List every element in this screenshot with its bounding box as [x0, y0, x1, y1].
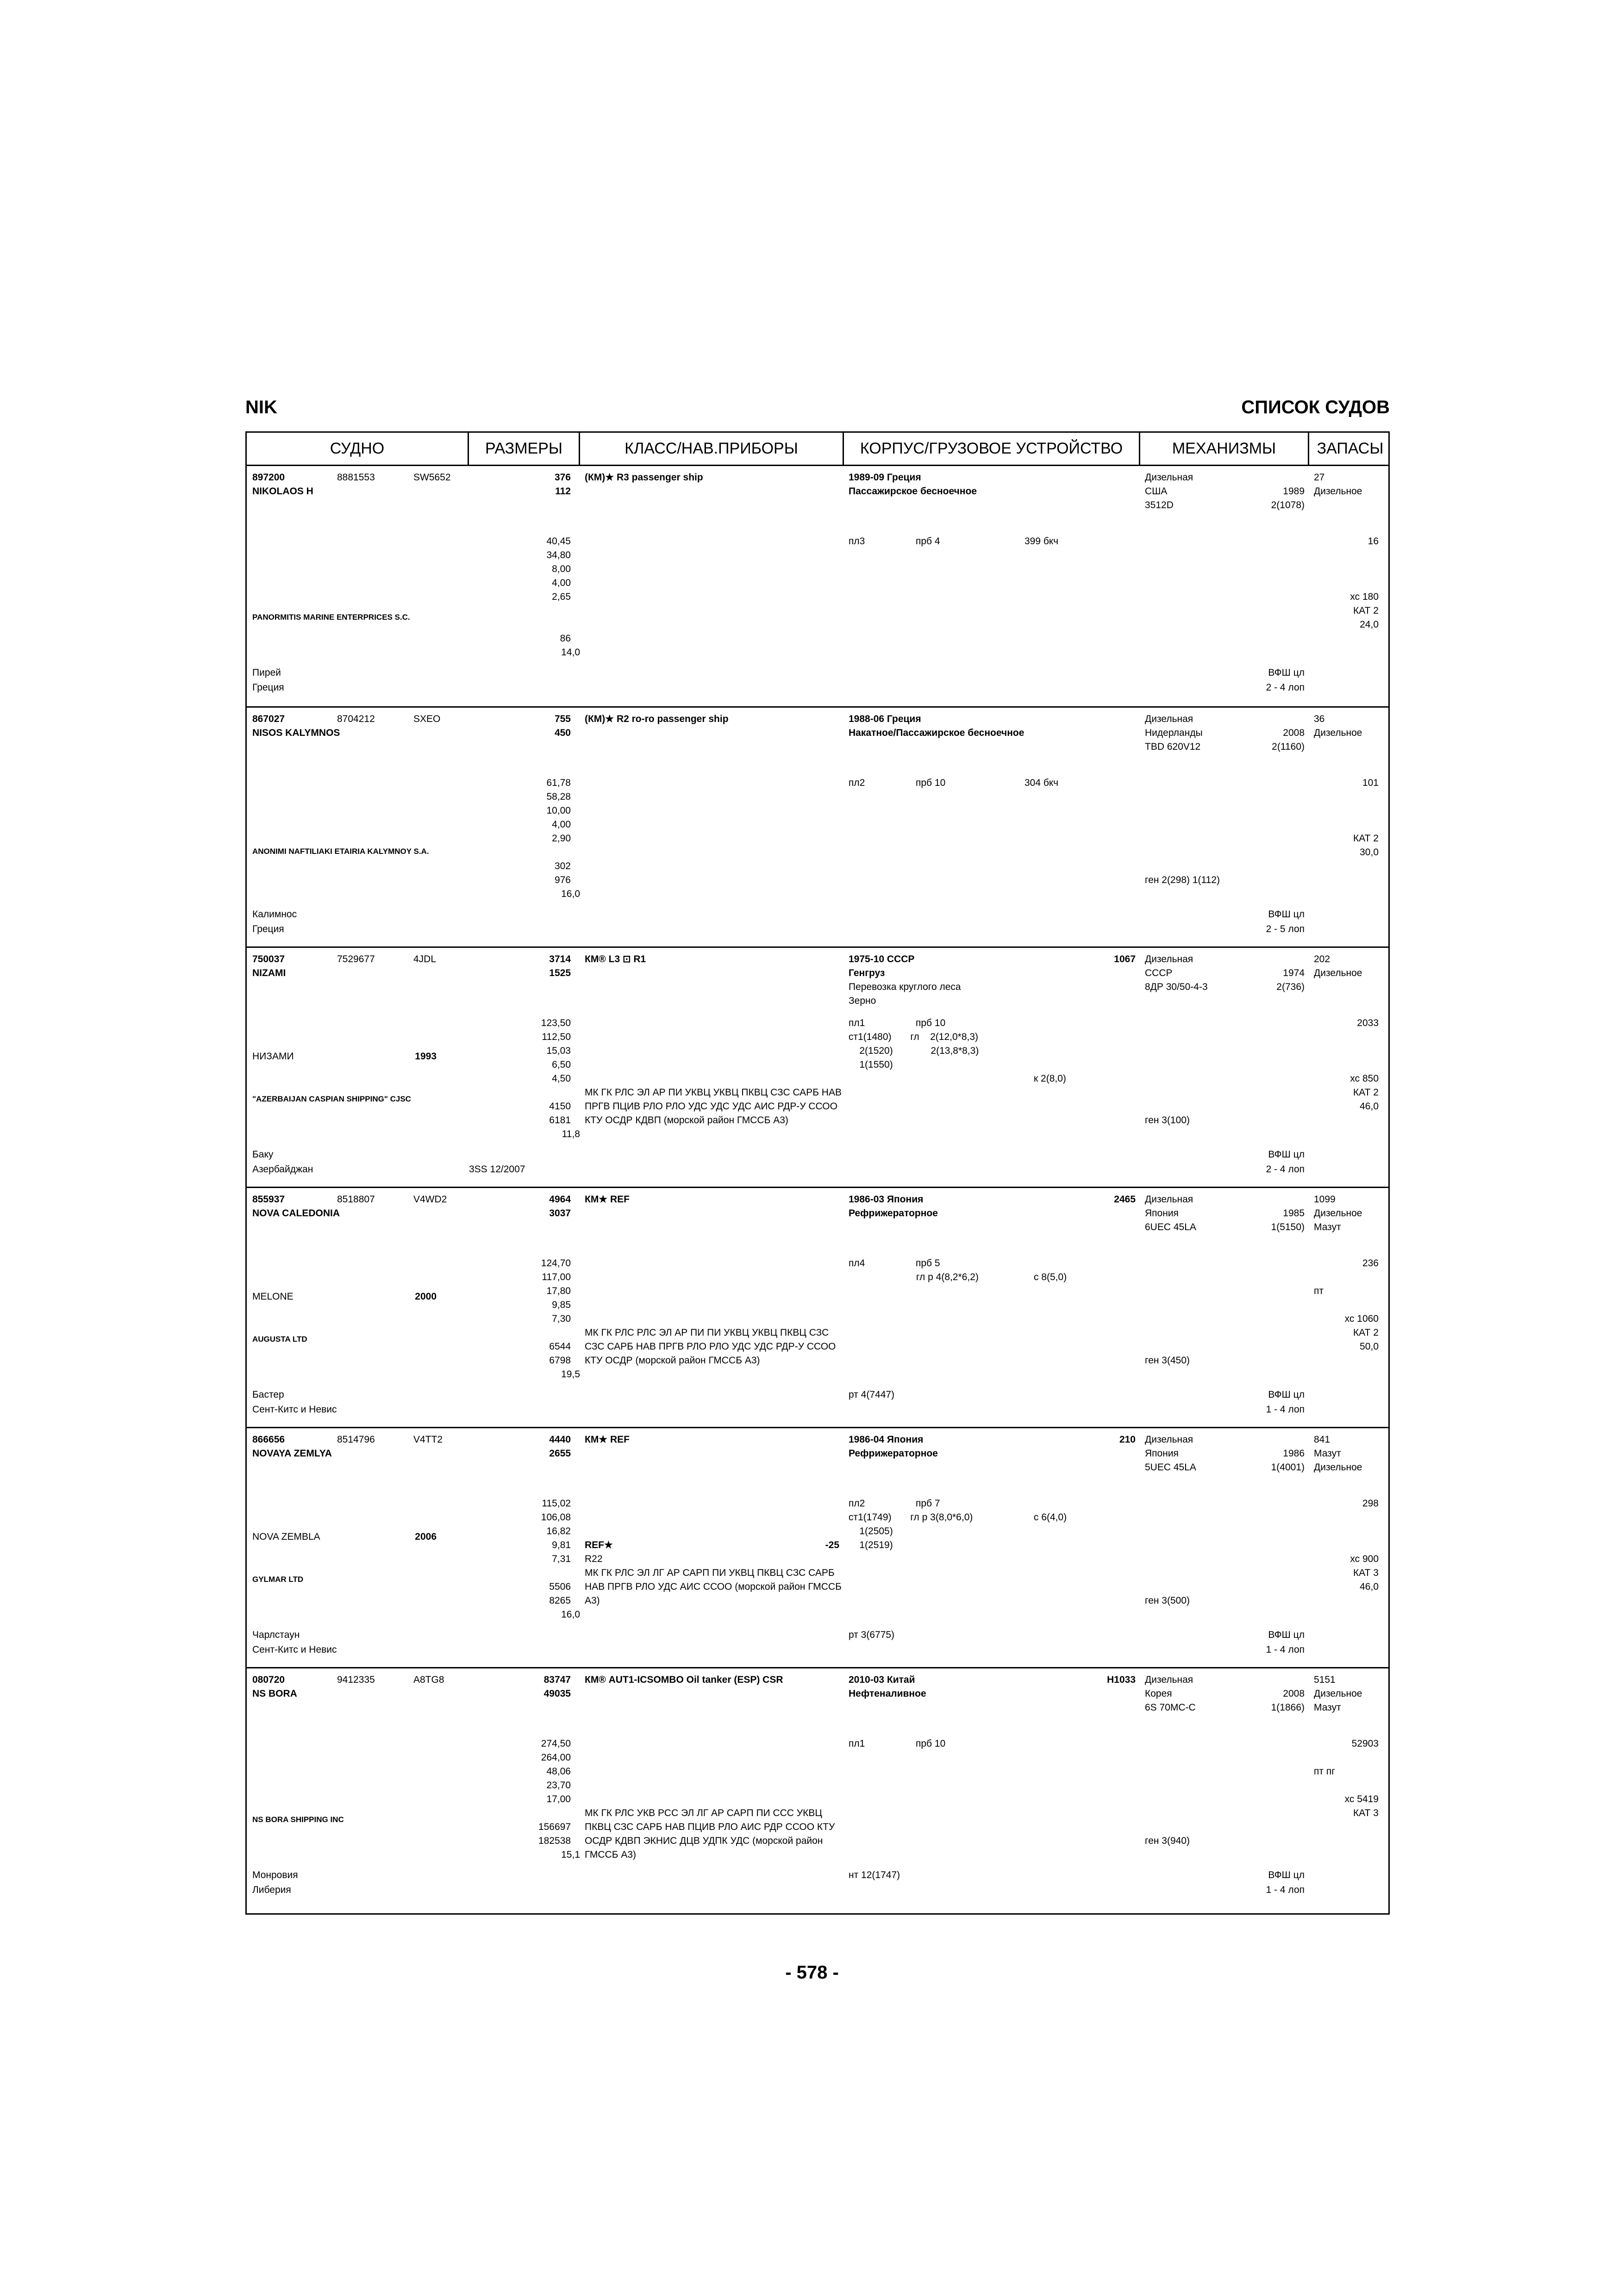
speed: 19,5 — [561, 1369, 580, 1380]
net-tonnage: 49035 — [543, 1688, 571, 1699]
net-tonnage: 112 — [555, 486, 571, 497]
class-notation: КМ★ REF — [585, 1434, 630, 1445]
engine-year: 2008 — [1283, 1688, 1305, 1699]
hull-decks: пл2 — [849, 778, 865, 788]
engine-country: США — [1145, 486, 1168, 497]
ship-home-port: Калимнос — [252, 909, 297, 920]
ship-entry — [247, 1187, 1388, 1427]
fuel-quantity: 27 — [1314, 472, 1325, 483]
hull-type: Генгруз — [849, 968, 885, 978]
class-notation-extra: REF★ — [585, 1540, 613, 1550]
ship-flag: Греция — [252, 682, 284, 693]
ship-dimension: 4,50 — [552, 1073, 571, 1084]
engine-type: Дизельная — [1145, 472, 1193, 483]
ship-former-name-year: 2000 — [415, 1291, 437, 1302]
ship-dimension: 123,50 — [541, 1018, 571, 1028]
ship-dimension: 115,02 — [542, 1498, 571, 1509]
engine-year: 1989 — [1283, 486, 1305, 497]
engine-country: Нидерланды — [1145, 728, 1203, 738]
build-number: 2465 — [1114, 1194, 1136, 1205]
hull-bulkheads: прб 7 — [916, 1498, 940, 1509]
supply-extra: хс 900 — [1350, 1554, 1379, 1564]
ship-call-sign: V4TT2 — [413, 1434, 443, 1445]
hull-bulkheads: прб 4 — [916, 536, 940, 547]
ship-reg-number: 867027 — [252, 714, 285, 724]
ship-call-sign: 4JDL — [413, 954, 437, 964]
build-number: 1067 — [1114, 954, 1136, 964]
cargo-gear: с 6(4,0) — [1034, 1512, 1067, 1523]
engine-country: СССР — [1145, 968, 1173, 978]
ship-dimension: 112,50 — [542, 1032, 571, 1042]
ship-flag: Либерия — [252, 1885, 291, 1895]
class-notation: КМ® AUT1-ICSOMBO Oil tanker (ESP) CSR — [585, 1674, 783, 1685]
ship-dimension: 2,65 — [552, 591, 571, 602]
supply-extra: хс 1060 — [1344, 1313, 1379, 1324]
class-notation: (КМ)★ R3 passenger ship — [585, 472, 703, 483]
ship-flag: Греция — [252, 924, 284, 934]
hull-bulkheads: прб 5 — [916, 1258, 940, 1269]
ship-dimension: 16,82 — [546, 1526, 571, 1537]
engine-model: TBD 620V12 — [1145, 741, 1201, 752]
gross-tonnage: 4440 — [549, 1434, 571, 1445]
ship-owner: ANONIMI NAFTILIAKI ETAIRIA KALYMNOY S.A. — [252, 847, 429, 856]
engine-type: Дизельная — [1145, 1434, 1193, 1445]
hull-bulkheads: прб 10 — [916, 1738, 946, 1749]
build-info: 1988-06 Греция — [849, 714, 921, 724]
supply-extra: хс 180 — [1350, 591, 1379, 602]
deadweight: 4150 — [549, 1101, 571, 1112]
ship-dimension: 17,00 — [546, 1794, 571, 1804]
ship-imo-number: 8881553 — [337, 472, 375, 483]
gross-tonnage: 83747 — [543, 1674, 571, 1685]
supply-extra: 24,0 — [1360, 619, 1379, 630]
column-header-machinery: МЕХАНИЗМЫ — [1140, 433, 1309, 465]
ship-dimension: 40,45 — [546, 536, 571, 547]
ship-dimension: 17,80 — [546, 1286, 571, 1296]
engine-power: 2(1078) — [1271, 500, 1305, 510]
capacity: 6181 — [549, 1115, 571, 1126]
ship-owner: PANORMITIS MARINE ENTERPRICES S.C. — [252, 613, 410, 622]
engine-model: 8ДР 30/50-4-3 — [1145, 982, 1208, 992]
ship-call-sign: V4WD2 — [413, 1194, 447, 1205]
class-notation-extra-2: R22 — [585, 1554, 603, 1564]
cargo-hold-row: гл р 4(8,2*6,2) — [849, 1272, 979, 1282]
fuel-quantity: 36 — [1314, 714, 1325, 724]
generators: ген 2(298) 1(112) — [1145, 875, 1220, 885]
cargo-gear: к 2(8,0) — [1034, 1073, 1066, 1084]
class-notation: КМ® L3 ⊡ R1 — [585, 954, 646, 964]
supply-extra: КАТ 2 — [1353, 1327, 1379, 1338]
supply-extra: КАТ 2 — [1353, 833, 1379, 844]
capacity: 6798 — [549, 1355, 571, 1366]
ship-owner: AUGUSTA LTD — [252, 1335, 307, 1344]
hull-type: Накатное/Пассажирское бесноечное — [849, 728, 1024, 738]
ship-former-name: НИЗАМИ — [252, 1051, 294, 1062]
gross-tonnage: 3714 — [549, 954, 571, 964]
ship-imo-number: 8514796 — [337, 1434, 375, 1445]
propeller-type: ВФШ цл — [1268, 909, 1305, 920]
propeller-blades: 1 - 4 лоп — [1266, 1885, 1305, 1895]
ship-dimension: 7,30 — [552, 1313, 571, 1324]
capacity: 976 — [554, 875, 571, 885]
gross-tonnage: 755 — [554, 714, 571, 724]
ship-dimension: 61,78 — [546, 778, 571, 788]
engine-model: 6UEC 45LA — [1145, 1222, 1196, 1232]
ship-dimension: 4,00 — [552, 819, 571, 830]
engine-model: 3512D — [1145, 500, 1174, 510]
hull-bulkheads: прб 10 — [916, 778, 946, 788]
engine-type: Дизельная — [1145, 954, 1193, 964]
supply-extra: 30,0 — [1360, 847, 1379, 858]
fuel-quantity: 5151 — [1314, 1674, 1336, 1685]
cargo-hold-row: 1(2519) — [849, 1540, 893, 1550]
class-notation: (КМ)★ R2 ro-ro passenger ship — [585, 714, 729, 724]
engine-type: Дизельная — [1145, 1194, 1193, 1205]
build-info: 1986-03 Япония — [849, 1194, 924, 1205]
supply-note: пт пг — [1314, 1766, 1335, 1777]
ship-former-name-year: 2006 — [415, 1531, 437, 1542]
engine-country: Корея — [1145, 1688, 1172, 1699]
ship-imo-number: 7529677 — [337, 954, 375, 964]
build-info: 2010-03 Китай — [849, 1674, 915, 1685]
gross-tonnage: 4964 — [549, 1194, 571, 1205]
column-header-class: КЛАСС/НАВ.ПРИБОРЫ — [580, 433, 844, 465]
cargo-hold-row: 1(2505) — [849, 1526, 893, 1537]
ship-dimension: 4,00 — [552, 578, 571, 588]
nav-equipment: МК ГК РЛС УКВ РСС ЭЛ ЛГ АР САРП ПИ ССС УКВЦ ПКВЦ СЗС САРБ НАВ ПЦИВ РЛО АИС РДР ССОО КТУ ОСДР КДВП ЭКНИС ДЦВ УДПК УДС (морской район ГМССБ А3) — [585, 1808, 835, 1860]
engine-type: Дизельная — [1145, 1674, 1193, 1685]
ship-entry — [247, 1427, 1388, 1667]
hull-type: Перевозка круглого леса — [849, 982, 961, 992]
ship-list-table — [245, 431, 1390, 1915]
water-supply: 298 — [1362, 1498, 1379, 1509]
hull-holds: 399 бкч — [1024, 536, 1059, 547]
ship-entry — [247, 946, 1388, 1187]
ship-entry — [247, 466, 1388, 706]
column-header-vessel: СУДНО — [247, 433, 469, 465]
ship-entry — [247, 1667, 1388, 1907]
cargo-hold-row: 1(1550) — [849, 1059, 893, 1070]
fuel-type-secondary: Мазут — [1314, 1222, 1341, 1232]
nav-equipment: МК ГК РЛС ЭЛ ЛГ АР САРП ПИ УКВЦ ПКВЦ СЗС САРБ НАВ ПРГВ РЛО УДС АИС ССОО (морской район ГМССБ А3) — [585, 1568, 842, 1606]
hull-holds: 304 бкч — [1024, 778, 1059, 788]
deadweight: 6544 — [549, 1341, 571, 1352]
ship-dimension: 10,00 — [546, 805, 571, 816]
fuel-type: Дизельное — [1314, 486, 1362, 497]
ship-owner: GYLMAR LTD — [252, 1575, 304, 1584]
ship-dimension: 264,00 — [541, 1752, 571, 1763]
ship-home-port: Пирей — [252, 667, 281, 678]
fuel-quantity: 1099 — [1314, 1194, 1336, 1205]
ship-dimension: 9,85 — [552, 1300, 571, 1310]
propeller-type: ВФШ цл — [1268, 1870, 1305, 1880]
ship-owner: "AZERBAIJAN CASPIAN SHIPPING" CJSC — [252, 1095, 411, 1103]
speed: 11,8 — [562, 1129, 580, 1139]
build-number: 210 — [1119, 1434, 1136, 1445]
net-tonnage: 1525 — [549, 968, 571, 978]
speed: 16,0 — [561, 1609, 580, 1620]
engine-power: 2(1160) — [1272, 741, 1305, 752]
ship-name: NIKOLAOS H — [252, 486, 313, 497]
ship-name: NOVA CALEDONIA — [252, 1208, 340, 1219]
ship-imo-number: 9412335 — [337, 1674, 375, 1685]
deadweight: 5506 — [549, 1581, 571, 1592]
engine-power: 2(736) — [1276, 982, 1305, 992]
class-notation: КМ★ REF — [585, 1194, 630, 1205]
hull-type: Зерно — [849, 996, 876, 1006]
engine-power: 1(4001) — [1271, 1462, 1305, 1473]
fuel-type: Дизельное — [1314, 728, 1362, 738]
generators: ген 3(100) — [1145, 1115, 1190, 1126]
page-number: - 578 - — [785, 1962, 839, 1983]
ship-home-port: Монровия — [252, 1870, 298, 1880]
water-supply: 236 — [1362, 1258, 1379, 1269]
build-info: 1975-10 СССР — [849, 954, 915, 964]
net-tonnage: 3037 — [549, 1208, 571, 1219]
ship-flag: Азербайджан — [252, 1164, 313, 1175]
propeller-blades: 2 - 5 лоп — [1266, 924, 1305, 934]
capacity: 86 — [560, 633, 571, 644]
ship-imo-number: 8518807 — [337, 1194, 375, 1205]
ship-flag: Сент-Китс и Невис — [252, 1404, 337, 1415]
supply-extra: КАТ 2 — [1353, 1087, 1379, 1098]
hull-type: Нефтеналивное — [849, 1688, 926, 1699]
engine-year: 1985 — [1283, 1208, 1305, 1219]
ship-name: NISOS KALYMNOS — [252, 728, 340, 738]
ship-reg-number: 897200 — [252, 472, 285, 483]
generators: ген 3(940) — [1145, 1836, 1190, 1846]
water-supply: 2033 — [1357, 1018, 1379, 1028]
deadweight: 302 — [554, 861, 571, 871]
supply-extra: 46,0 — [1360, 1581, 1379, 1592]
ship-home-port: Чарлстаун — [252, 1630, 300, 1640]
page-header-left: NIK — [245, 397, 277, 417]
ship-home-port: Бастер — [252, 1389, 284, 1400]
ship-survey: 3SS 12/2007 — [469, 1164, 525, 1175]
ship-dimension: 2,90 — [552, 833, 571, 844]
ship-reg-number: 866656 — [252, 1434, 285, 1445]
ship-dimension: 106,08 — [541, 1512, 571, 1523]
engine-country: Япония — [1145, 1208, 1179, 1219]
hull-decks: пл4 — [849, 1258, 865, 1269]
speed: 16,0 — [561, 889, 580, 899]
propeller-blades: 1 - 4 лоп — [1266, 1404, 1305, 1415]
auxiliary-equipment: рт 4(7447) — [849, 1389, 895, 1400]
capacity: 182538 — [538, 1836, 571, 1846]
cargo-hold-row: ст1(1749) гл р 3(8,0*6,0) — [849, 1512, 973, 1523]
generators: ген 3(450) — [1145, 1355, 1190, 1366]
ship-reg-number: 080720 — [252, 1674, 285, 1685]
ship-name: NOVAYA ZEMLYA — [252, 1448, 332, 1459]
nav-equipment: МК ГК РЛС РЛС ЭЛ АР ПИ ПИ УКВЦ УКВЦ ПКВЦ СЗС СЗС САРБ НАВ ПРГВ РЛО РЛО УДС УДС РДР-У ССОО КТУ ОСДР (морской район ГМССБ А3) — [585, 1327, 836, 1366]
net-tonnage: 2655 — [549, 1448, 571, 1459]
propeller-type: ВФШ цл — [1268, 1630, 1305, 1640]
supply-extra: 46,0 — [1360, 1101, 1379, 1112]
hull-type: Пассажирское бесноечное — [849, 486, 977, 497]
generators: ген 3(500) — [1145, 1595, 1190, 1606]
ship-owner: NS BORA SHIPPING INC — [252, 1815, 344, 1824]
hull-decks: пл2 — [849, 1498, 865, 1509]
table-header — [247, 433, 1388, 466]
propeller-blades: 1 - 4 лоп — [1266, 1644, 1305, 1655]
ship-call-sign: SXEO — [413, 714, 441, 724]
hull-decks: пл3 — [849, 536, 865, 547]
page-header-right: СПИСОК СУДОВ — [1241, 397, 1390, 417]
ship-dimension: 58,28 — [546, 791, 571, 802]
supply-extra: хс 850 — [1350, 1073, 1379, 1084]
column-header-supplies: ЗАПАСЫ — [1317, 440, 1384, 457]
ship-reg-number: 750037 — [252, 954, 285, 964]
ship-dimension: 7,31 — [552, 1554, 571, 1564]
ship-call-sign: A8TG8 — [413, 1674, 444, 1685]
water-supply: 52903 — [1351, 1738, 1379, 1749]
auxiliary-equipment: рт 3(6775) — [849, 1630, 895, 1640]
ship-dimension: 124,70 — [541, 1258, 571, 1269]
class-notation-extra-value: -25 — [825, 1540, 839, 1550]
ship-former-name-year: 1993 — [415, 1051, 437, 1062]
hull-decks: пл1 — [849, 1738, 865, 1749]
supply-extra: КАТ 3 — [1353, 1808, 1379, 1818]
propeller-type: ВФШ цл — [1268, 667, 1305, 678]
build-number: H1033 — [1107, 1674, 1136, 1685]
ship-former-name: NOVA ZEMBLA — [252, 1531, 320, 1542]
net-tonnage: 450 — [554, 728, 571, 738]
nav-equipment: МК ГК РЛС ЭЛ АР ПИ УКВЦ УКВЦ ПКВЦ СЗС САРБ НАВ ПРГВ ПЦИВ РЛО РЛО УДС УДС УДС АИС РДР-У ССОО КТУ ОСДР КДВП (морской район ГМССБ А3) — [585, 1087, 842, 1126]
water-supply: 101 — [1362, 778, 1379, 788]
engine-year: 1974 — [1283, 968, 1305, 978]
ship-name: NS BORA — [252, 1688, 297, 1699]
engine-model: 6S 70MC-C — [1145, 1702, 1196, 1713]
fuel-type-secondary: Мазут — [1314, 1702, 1341, 1713]
ship-dimension: 15,03 — [546, 1045, 571, 1056]
fuel-type: Дизельное — [1314, 1688, 1362, 1699]
ship-entry — [247, 706, 1388, 946]
water-supply: 16 — [1368, 536, 1379, 547]
ship-imo-number: 8704212 — [337, 714, 375, 724]
engine-year: 1986 — [1283, 1448, 1305, 1459]
engine-power: 1(5150) — [1271, 1222, 1305, 1232]
ship-flag: Сент-Китс и Невис — [252, 1644, 337, 1655]
supply-extra: КАТ 2 — [1353, 605, 1379, 616]
ship-dimension: 34,80 — [546, 550, 571, 560]
ship-dimension: 8,00 — [552, 564, 571, 574]
cargo-hold-row: ст1(1480) гл 2(12,0*8,3) — [849, 1032, 979, 1042]
ship-dimension: 274,50 — [541, 1738, 571, 1749]
ship-dimension: 6,50 — [552, 1059, 571, 1070]
supply-extra: КАТ 3 — [1353, 1568, 1379, 1578]
ship-call-sign: SW5652 — [413, 472, 451, 483]
deadweight: 156697 — [538, 1822, 571, 1832]
column-header-dimensions: РАЗМЕРЫ — [469, 433, 580, 465]
hull-decks: пл1 — [849, 1018, 865, 1028]
propeller-type: ВФШ цл — [1268, 1149, 1305, 1160]
hull-type: Рефрижераторное — [849, 1448, 938, 1459]
supply-extra: хс 5419 — [1344, 1794, 1379, 1804]
ship-reg-number: 855937 — [252, 1194, 285, 1205]
engine-year: 2008 — [1283, 728, 1305, 738]
column-header-hull: КОРПУС/ГРУЗОВОЕ УСТРОЙСТВО — [844, 433, 1140, 465]
propeller-blades: 2 - 4 лоп — [1266, 682, 1305, 693]
fuel-type-secondary: Дизельное — [1314, 1462, 1362, 1473]
cargo-hold-row: 2(1520) 2(13,8*8,3) — [849, 1045, 979, 1056]
fuel-quantity: 202 — [1314, 954, 1330, 964]
fuel-type: Дизельное — [1314, 968, 1362, 978]
cargo-gear: с 8(5,0) — [1034, 1272, 1067, 1282]
propeller-blades: 2 - 4 лоп — [1266, 1164, 1305, 1175]
fuel-quantity: 841 — [1314, 1434, 1330, 1445]
ship-dimension: 23,70 — [546, 1780, 571, 1791]
ship-name: NIZAMI — [252, 968, 286, 978]
ship-dimension: 9,81 — [552, 1540, 571, 1550]
engine-type: Дизельная — [1145, 714, 1193, 724]
fuel-type: Мазут — [1314, 1448, 1341, 1459]
ship-dimension: 117,00 — [542, 1272, 571, 1282]
build-info: 1989-09 Греция — [849, 472, 921, 483]
fuel-type: Дизельное — [1314, 1208, 1362, 1219]
ship-dimension: 48,06 — [546, 1766, 571, 1777]
build-info: 1986-04 Япония — [849, 1434, 924, 1445]
propeller-type: ВФШ цл — [1268, 1389, 1305, 1400]
engine-power: 1(1866) — [1271, 1702, 1305, 1713]
supply-note: пт — [1314, 1286, 1324, 1296]
gross-tonnage: 376 — [554, 472, 571, 483]
supply-extra: 50,0 — [1360, 1341, 1379, 1352]
hull-type: Рефрижераторное — [849, 1208, 938, 1219]
capacity: 8265 — [549, 1595, 571, 1606]
speed: 15,1 — [561, 1849, 580, 1860]
speed: 14,0 — [561, 647, 580, 658]
ship-former-name: MELONE — [252, 1291, 294, 1302]
ship-home-port: Баку — [252, 1149, 274, 1160]
engine-model: 5UEC 45LA — [1145, 1462, 1196, 1473]
hull-bulkheads: прб 10 — [916, 1018, 946, 1028]
engine-country: Япония — [1145, 1448, 1179, 1459]
auxiliary-equipment: нт 12(1747) — [849, 1870, 900, 1880]
